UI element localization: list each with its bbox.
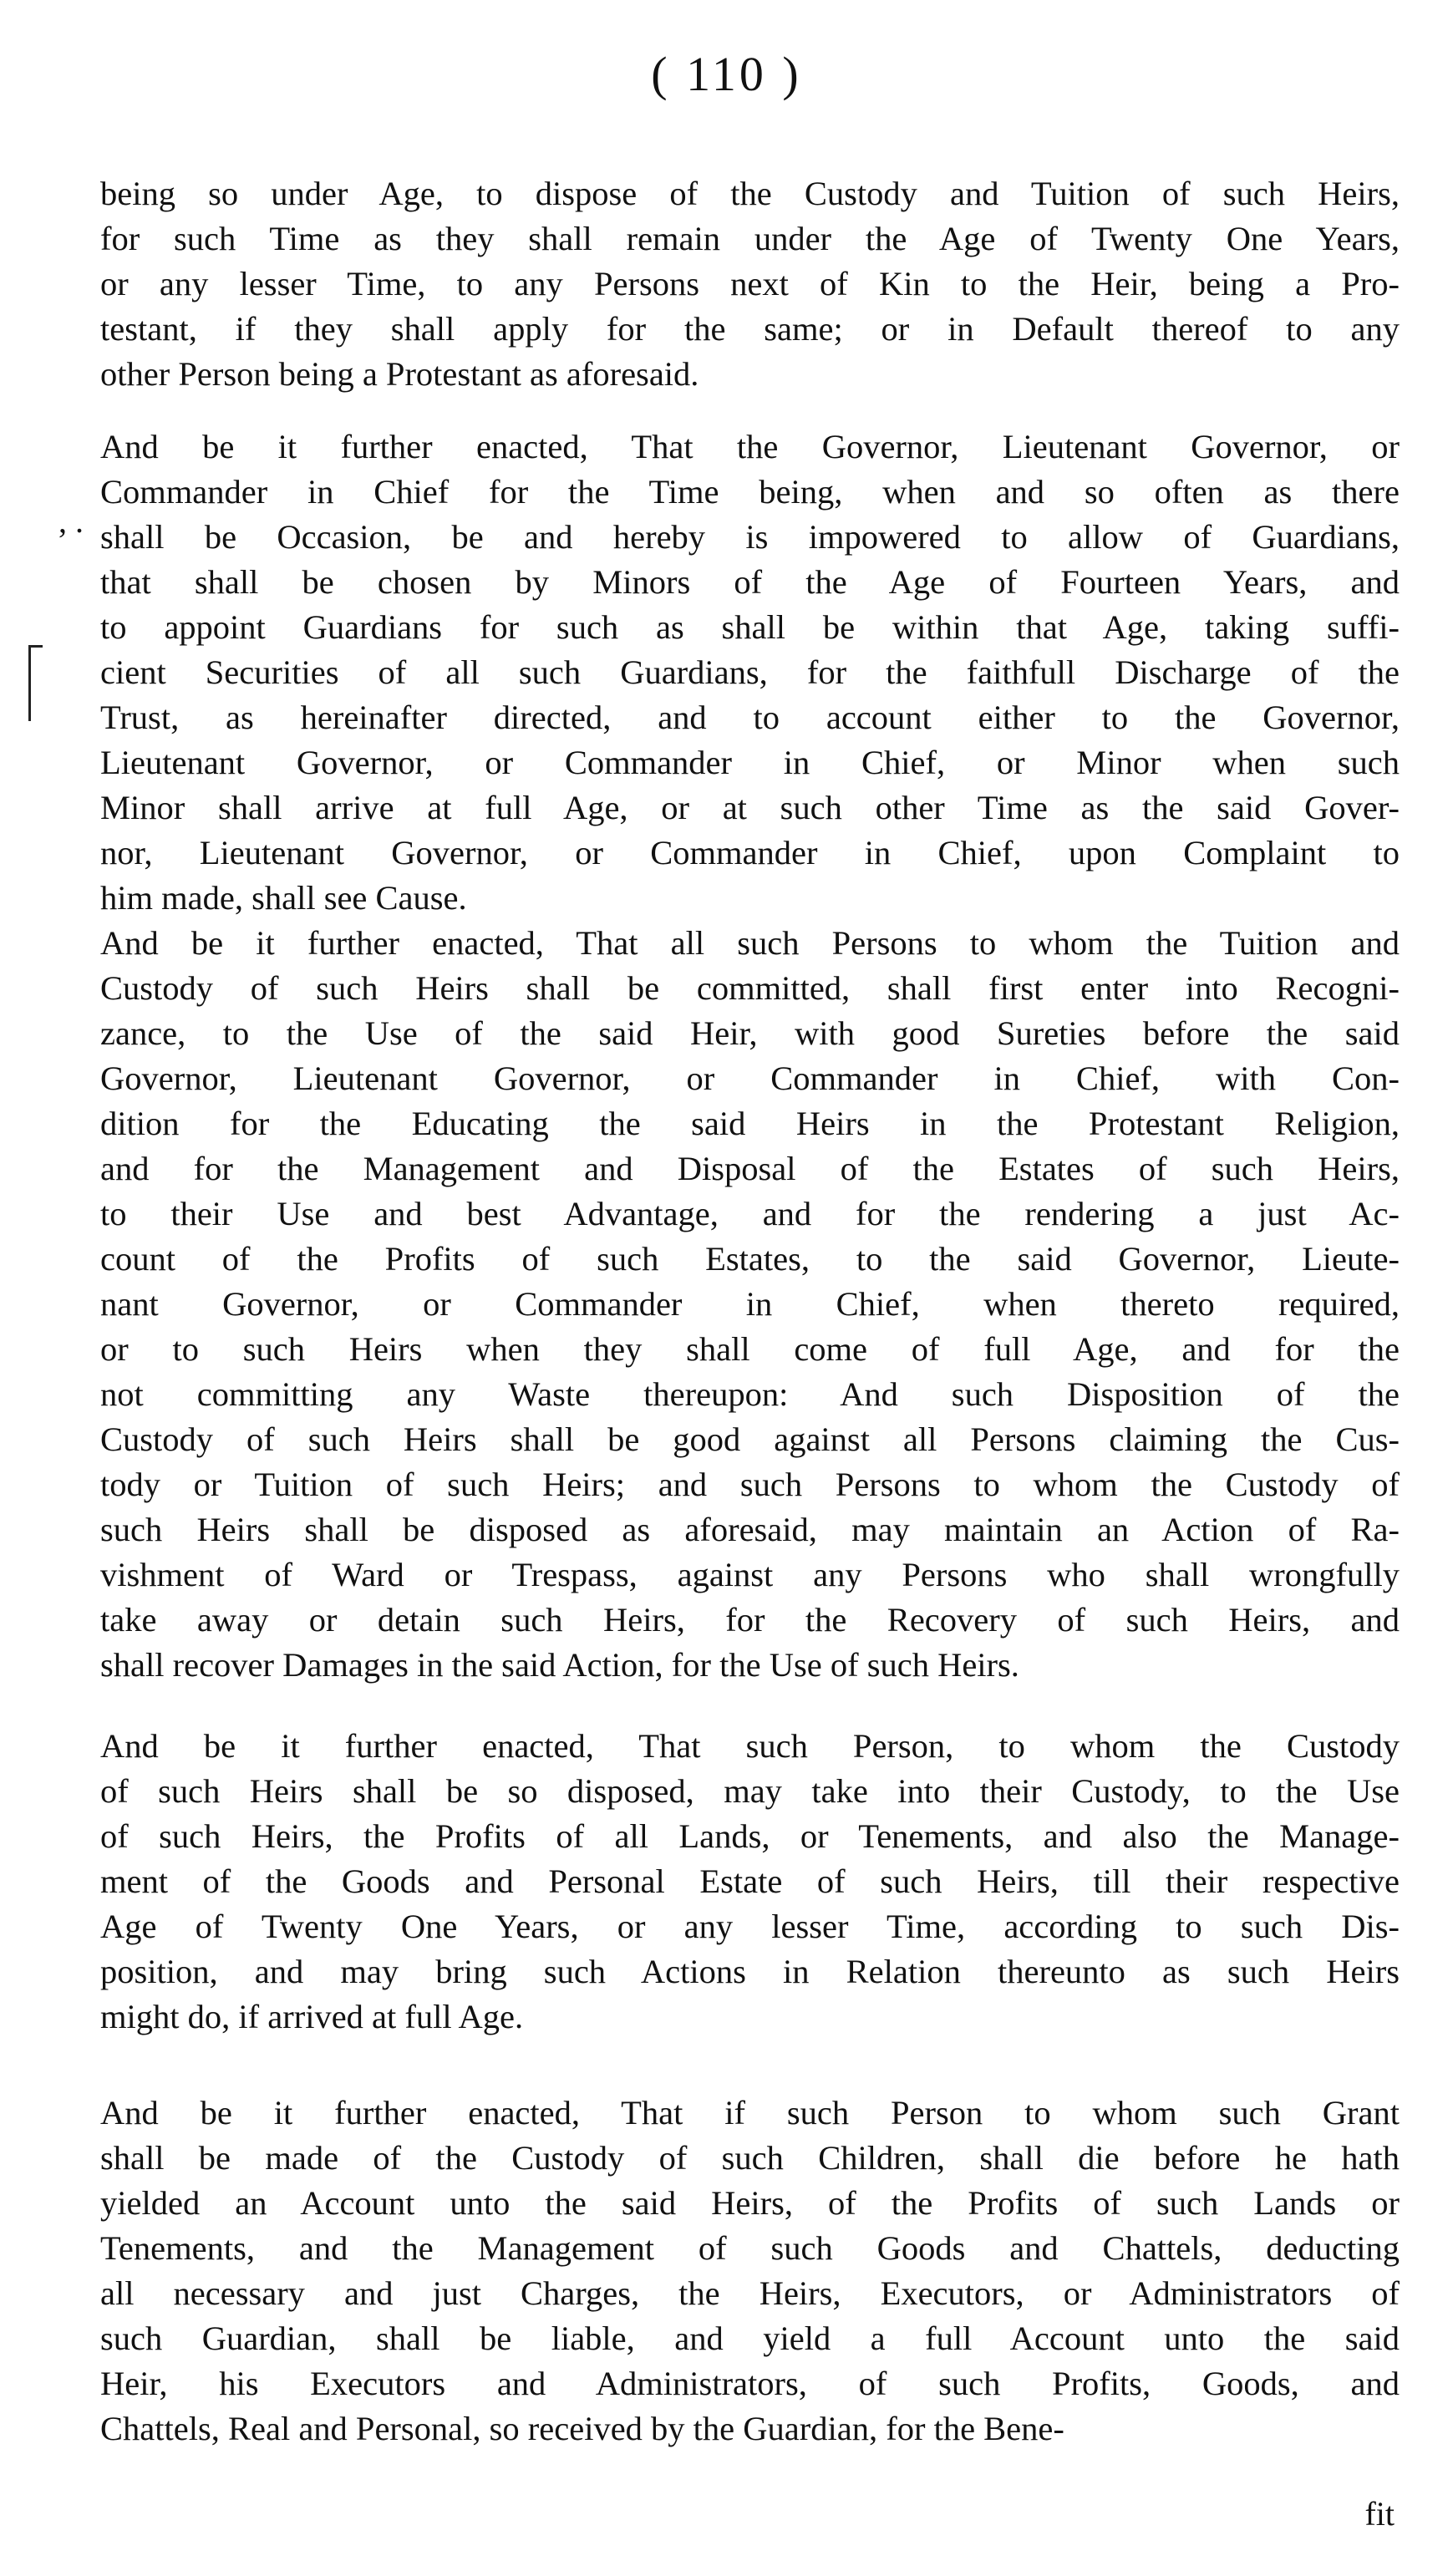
text-line: tody or Tuition of such Heirs; and such Persons to whom the Custody of (100, 1466, 1400, 1503)
paragraph (100, 1724, 1400, 2040)
text-line: shall be made of the Custody of such Children, shall die before he hath (100, 2139, 1400, 2177)
text-line: and for the Management and Disposal of the Estates of such Heirs, (100, 1150, 1400, 1187)
text-line: such Heirs shall be disposed as aforesaid, may maintain an Action of Ra- (100, 1511, 1400, 1548)
text-line: Age of Twenty One Years, or any lesser Time, according to such Dis- (100, 1908, 1400, 1945)
text-line: position, and may bring such Actions in Relation thereunto as such Heirs (100, 1953, 1400, 1990)
text-line: take away or detain such Heirs, for the Recovery of such Heirs, and (100, 1601, 1400, 1639)
text-line: testant, if they shall apply for the same; or in Default thereof to any (100, 310, 1400, 348)
text-line: Custody of such Heirs shall be committed, shall first enter into Recogni- (100, 969, 1400, 1007)
text-line: And be it further enacted, That such Person, to whom the Custody (100, 1727, 1400, 1765)
text-line: him made, shall see Cause. (100, 879, 467, 917)
text-line: count of the Profits of such Estates, to the said Governor, Lieute- (100, 1240, 1400, 1278)
text-line: not committing any Waste thereupon: And such Disposition of the (100, 1375, 1400, 1413)
text-line: Chattels, Real and Personal, so received by the Guardian, for the Bene- (100, 2410, 1064, 2447)
margin-bracket-mark (28, 645, 43, 721)
text-line: being so under Age, to dispose of the Custody and Tuition of such Heirs, (100, 175, 1400, 212)
text-line: And be it further enacted, That if such Person to whom such Grant (100, 2094, 1400, 2131)
text-line: Trust, as hereinafter directed, and to account either to the Governor, (100, 699, 1400, 736)
text-line: or any lesser Time, to any Persons next of Kin to the Heir, being a Pro- (100, 265, 1400, 302)
text-line: shall recover Damages in the said Action, for the Use of such Heirs. (100, 1646, 1019, 1684)
paragraph (100, 921, 1400, 1688)
text-line: to appoint Guardians for such as shall be within that Age, taking suffi- (100, 608, 1400, 646)
text-line: shall be Occasion, be and hereby is impowered to allow of Guardians, (100, 518, 1400, 556)
text-line: cient Securities of all such Guardians, for the faithfull Discharge of the (100, 653, 1400, 691)
text-line: nor, Lieutenant Governor, or Commander in Chief, upon Complaint to (100, 834, 1400, 871)
text-line: Commander in Chief for the Time being, when and so often as there (100, 473, 1400, 511)
margin-dots: , . (58, 502, 84, 540)
paragraph (100, 424, 1400, 921)
text-line: of such Heirs shall be so disposed, may take into their Custody, to the Use (100, 1772, 1400, 1810)
text-line: yielded an Account unto the said Heirs, of the Profits of such Lands or (100, 2184, 1400, 2222)
text-line: Lieutenant Governor, or Commander in Chief, or Minor when such (100, 744, 1400, 781)
text-line: dition for the Educating the said Heirs in the Protestant Religion, (100, 1105, 1400, 1142)
text-line: ment of the Goods and Personal Estate of such Heirs, till their respective (100, 1862, 1400, 1900)
text-line: to their Use and best Advantage, and for the rendering a just Ac- (100, 1195, 1400, 1232)
text-line: of such Heirs, the Profits of all Lands, or Tenements, and also the Manage- (100, 1817, 1400, 1855)
text-line: or to such Heirs when they shall come of full Age, and for the (100, 1330, 1400, 1368)
catchword: fit (1364, 2495, 1395, 2533)
text-line: that shall be chosen by Minors of the Age of Fourteen Years, and (100, 563, 1400, 601)
paragraph (100, 171, 1400, 397)
text-line: And be it further enacted, That the Governor, Lieutenant Governor, or (100, 428, 1400, 465)
text-line: such Guardian, shall be liable, and yield a full Account unto the said (100, 2319, 1400, 2357)
text-line: And be it further enacted, That all such Persons to whom the Tuition and (100, 924, 1400, 962)
paragraph (100, 2091, 1400, 2452)
text-line: Custody of such Heirs shall be good against all Persons claiming the Cus- (100, 1420, 1400, 1458)
text-line: nant Governor, or Commander in Chief, when thereto required, (100, 1285, 1400, 1323)
text-line: vishment of Ward or Trespass, against any Persons who shall wrongfully (100, 1556, 1400, 1593)
text-line: other Person being a Protestant as aforesaid. (100, 355, 699, 393)
text-line: might do, if arrived at full Age. (100, 1998, 524, 2035)
text-line: Governor, Lieutenant Governor, or Commander in Chief, with Con- (100, 1059, 1400, 1097)
text-line: all necessary and just Charges, the Heirs, Executors, or Administrators of (100, 2274, 1400, 2312)
text-line: Heir, his Executors and Administrators, of such Profits, Goods, and (100, 2365, 1400, 2402)
text-line: Tenements, and the Management of such Goods and Chattels, deducting (100, 2229, 1400, 2267)
text-line: zance, to the Use of the said Heir, with good Sureties before the said (100, 1014, 1400, 1052)
page-number: ( 110 ) (651, 47, 802, 101)
text-line: for such Time as they shall remain under the Age of Twenty One Years, (100, 220, 1400, 257)
text-line: Minor shall arrive at full Age, or at such other Time as the said Gover- (100, 789, 1400, 826)
